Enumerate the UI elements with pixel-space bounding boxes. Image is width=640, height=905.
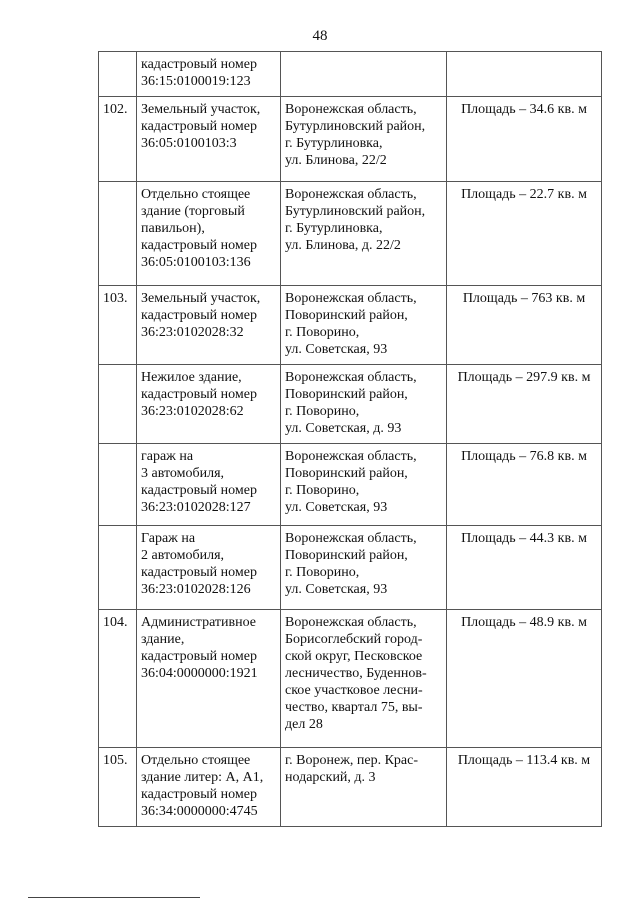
area-cell: Площадь – 34.6 кв. м <box>447 97 602 182</box>
address-line: Бутурлиновский район, <box>285 119 426 134</box>
address-line: Воронежская область, <box>285 370 417 385</box>
area-cell: Площадь – 44.3 кв. м <box>447 526 602 610</box>
address-line: Воронежская область, <box>285 449 417 464</box>
table-row <box>99 97 602 182</box>
address-line: Воронежская область, <box>285 187 417 202</box>
area-cell: Площадь – 48.9 кв. м <box>447 610 602 748</box>
address-line: ул. Советская, 93 <box>285 342 388 357</box>
object-description-cell <box>137 444 281 526</box>
row-number: 102. <box>99 97 137 182</box>
address-line: Поворинский район, <box>285 308 408 323</box>
address-line: г. Поворино, <box>285 565 360 580</box>
page-number: 48 <box>312 28 328 44</box>
object-description-line: 36:15:0100019:123 <box>141 74 251 89</box>
object-description-line: Гараж на <box>141 531 196 546</box>
table-row <box>99 182 602 286</box>
object-description-cell <box>137 97 281 182</box>
object-description-line: 36:23:0102028:127 <box>141 500 251 515</box>
row-number <box>99 365 137 444</box>
object-description-line: Административное <box>141 615 257 630</box>
object-description-cell <box>137 52 281 97</box>
row-number: 104. <box>99 610 137 748</box>
address-line: Поворинский район, <box>285 548 408 563</box>
address-cell <box>281 444 447 526</box>
object-description-line: 36:23:0102028:32 <box>141 325 244 340</box>
object-description-cell <box>137 286 281 365</box>
table-row <box>99 444 602 526</box>
address-line: г. Бутурлиновка, <box>285 136 383 151</box>
address-line: г. Поворино, <box>285 325 360 340</box>
table-row <box>99 526 602 610</box>
object-description-line: кадастровый номер <box>141 787 257 802</box>
area-cell <box>447 52 602 97</box>
object-description-line: Нежилое здание, <box>141 370 242 385</box>
object-description-line: 36:23:0102028:126 <box>141 582 251 597</box>
object-description-line: кадастровый номер <box>141 57 257 72</box>
object-description-cell <box>137 748 281 827</box>
address-line: Воронежская область, <box>285 615 417 630</box>
footnote-rule <box>28 897 200 898</box>
address-line: ул. Советская, 93 <box>285 500 388 515</box>
row-number <box>99 444 137 526</box>
object-description-line: кадастровый номер <box>141 238 257 253</box>
object-description-line: кадастровый номер <box>141 649 257 664</box>
address-line: г. Бутурлиновка, <box>285 221 383 236</box>
address-line: Борисоглебский город- <box>285 632 423 647</box>
object-description-line: кадастровый номер <box>141 308 257 323</box>
address-cell <box>281 748 447 827</box>
area-cell: Площадь – 22.7 кв. м <box>447 182 602 286</box>
object-description-line: здание литер: А, А1, <box>141 770 264 785</box>
address-cell <box>281 182 447 286</box>
address-line: Поворинский район, <box>285 387 408 402</box>
table-row <box>99 748 602 827</box>
area-cell: Площадь – 76.8 кв. м <box>447 444 602 526</box>
address-line: ул. Блинова, д. 22/2 <box>285 238 401 253</box>
object-description-line: 36:05:0100103:136 <box>141 255 251 270</box>
object-description-line: Отдельно стоящее <box>141 187 251 202</box>
object-description-line: 36:23:0102028:62 <box>141 404 244 419</box>
object-description-line: кадастровый номер <box>141 565 257 580</box>
row-number: 105. <box>99 748 137 827</box>
object-description-cell <box>137 526 281 610</box>
object-description-line: Отдельно стоящее <box>141 753 251 768</box>
object-description-line: кадастровый номер <box>141 483 257 498</box>
area-cell: Площадь – 763 кв. м <box>447 286 602 365</box>
table-row <box>99 52 602 97</box>
object-description-line: здание, <box>141 632 185 647</box>
row-number: 103. <box>99 286 137 365</box>
address-line: нодарский, д. 3 <box>285 770 376 785</box>
address-line: г. Поворино, <box>285 483 360 498</box>
table-row <box>99 365 602 444</box>
object-description-line: 2 автомобиля, <box>141 548 225 563</box>
object-description-line: 36:04:0000000:1921 <box>141 666 258 681</box>
object-description-line: гараж на <box>141 449 194 464</box>
row-number <box>99 182 137 286</box>
object-description-line: 3 автомобиля, <box>141 466 225 481</box>
address-line: г. Поворино, <box>285 404 360 419</box>
address-cell <box>281 286 447 365</box>
object-description-line: 36:05:0100103:3 <box>141 136 237 151</box>
object-description-line: павильон), <box>141 221 205 236</box>
address-line: г. Воронеж, пер. Крас- <box>285 753 419 768</box>
table-row <box>99 286 602 365</box>
address-line: ской округ, Песковское <box>285 649 423 664</box>
address-line: ское участковое лесни- <box>285 683 423 698</box>
address-line: Воронежская область, <box>285 102 417 117</box>
address-line: лесничество, Буденнов- <box>285 666 427 681</box>
area-cell: Площадь – 113.4 кв. м <box>447 748 602 827</box>
address-cell <box>281 97 447 182</box>
address-line: ул. Блинова, 22/2 <box>285 153 387 168</box>
row-number <box>99 526 137 610</box>
address-line: ул. Советская, д. 93 <box>285 421 402 436</box>
address-cell <box>281 610 447 748</box>
address-line: Поворинский район, <box>285 466 408 481</box>
address-line: дел 28 <box>285 717 323 732</box>
address-line: Бутурлиновский район, <box>285 204 426 219</box>
object-description-line: 36:34:0000000:4745 <box>141 804 258 819</box>
object-description-line: Земельный участок, <box>141 102 261 117</box>
object-description-line: здание (торговый <box>141 204 245 219</box>
table-row <box>99 610 602 748</box>
object-description-cell <box>137 365 281 444</box>
address-line: ул. Советская, 93 <box>285 582 388 597</box>
object-description-cell <box>137 182 281 286</box>
address-cell <box>281 365 447 444</box>
property-table-body <box>99 52 602 827</box>
object-description-line: кадастровый номер <box>141 387 257 402</box>
address-line: Воронежская область, <box>285 531 417 546</box>
object-description-line: Земельный участок, <box>141 291 261 306</box>
property-table <box>98 51 602 827</box>
area-cell: Площадь – 297.9 кв. м <box>447 365 602 444</box>
address-line: чество, квартал 75, вы- <box>285 700 423 715</box>
address-cell <box>281 52 447 97</box>
row-number <box>99 52 137 97</box>
address-line: Воронежская область, <box>285 291 417 306</box>
object-description-line: кадастровый номер <box>141 119 257 134</box>
object-description-cell <box>137 610 281 748</box>
address-cell <box>281 526 447 610</box>
